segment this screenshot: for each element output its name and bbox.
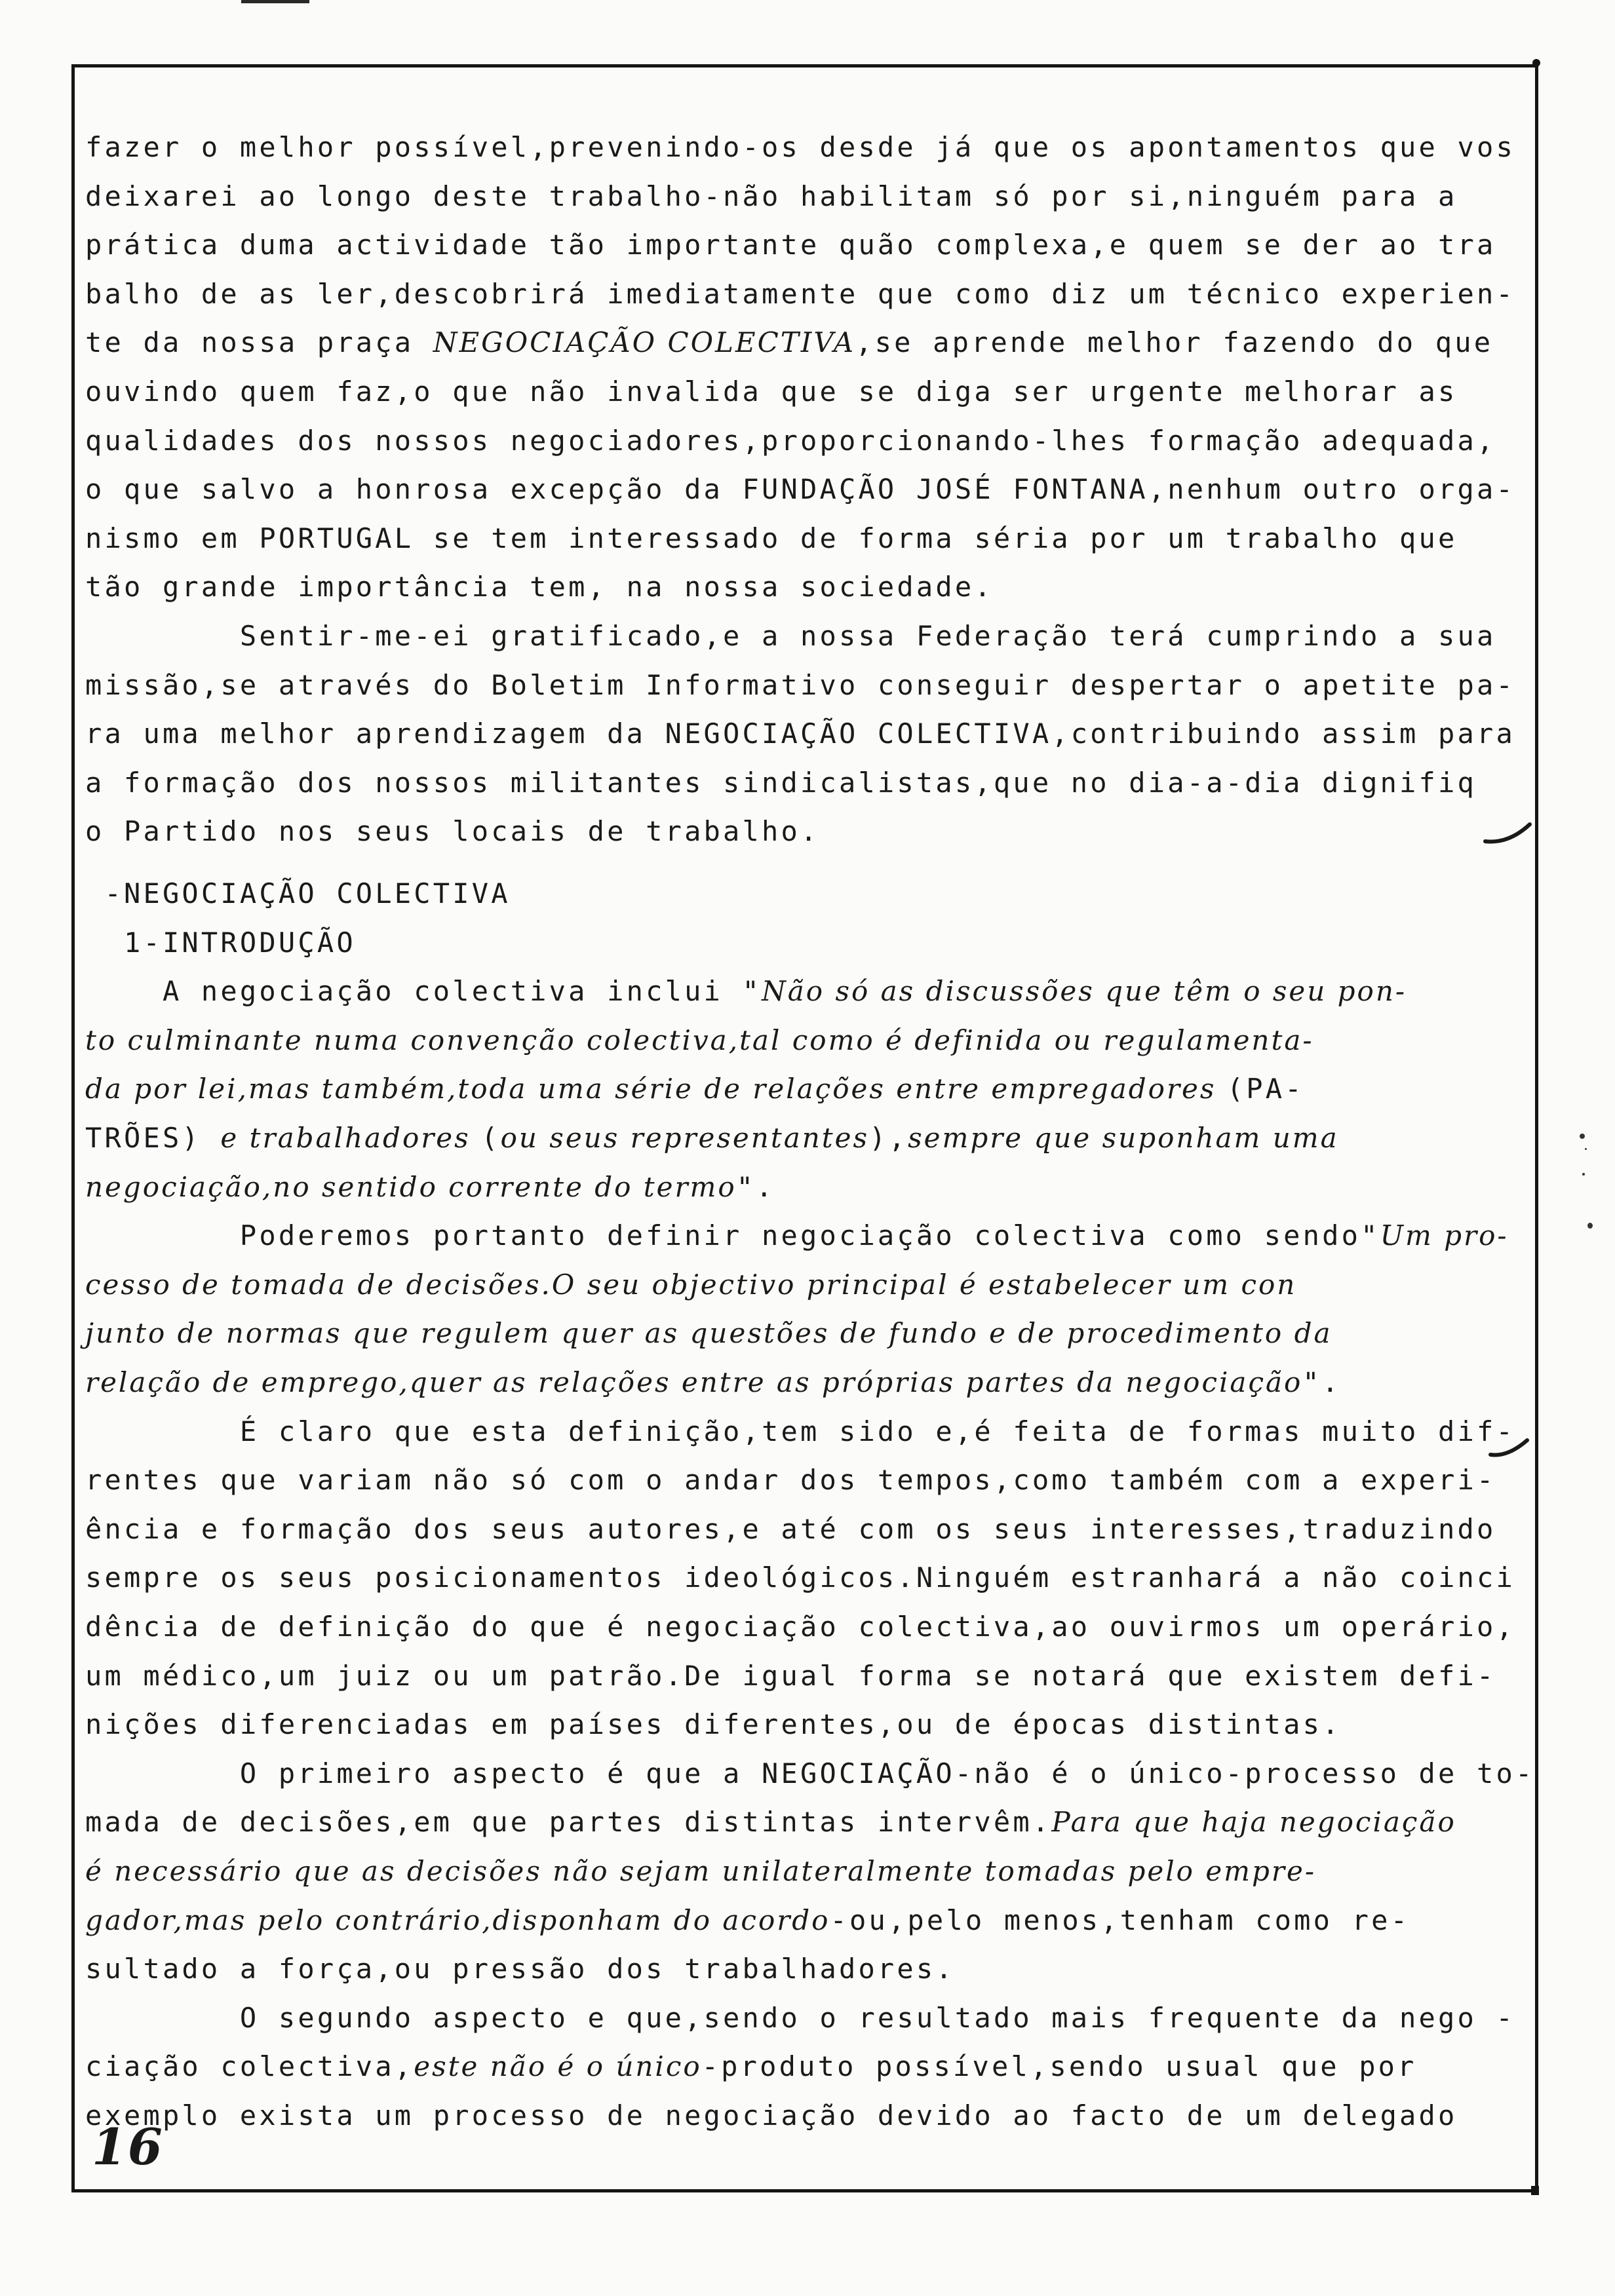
italic-text-span: junto de normas que regulem quer as questões de fundo e de procedimento da	[85, 1317, 1333, 1350]
text-line	[85, 278, 1515, 310]
text-line	[85, 1464, 1496, 1496]
text-line	[85, 620, 1496, 652]
text-line	[85, 815, 819, 847]
italic-text-span: da por lei,mas também,toda uma série de relações entre empregadores	[85, 1073, 1227, 1105]
text-span: mada de decisões,em que partes distintas intervêm.	[85, 1806, 1052, 1839]
text-span: ,se aprende melhor fazendo do que	[855, 326, 1494, 359]
text-span: Sentir-me-ei gratificado,e a nossa Federação terá cumprindo a sua	[85, 620, 1496, 652]
text-line	[85, 767, 1477, 799]
text-span: -produto possível,sendo usual que por	[701, 2050, 1417, 2083]
text-span: ência e formação dos seus autores,e até com os seus interesses,traduzindo	[85, 1512, 1496, 1545]
ink-speck	[1585, 1148, 1587, 1150]
handwritten-mark	[1488, 1435, 1534, 1461]
ink-speck	[1580, 1134, 1585, 1139]
text-span: a formação dos nossos militantes sindicalistas,que no dia-a-dia dignifiq	[85, 766, 1477, 799]
text-line	[85, 1757, 1534, 1789]
text-span: Poderemos portanto definir negociação colectiva como sendo"	[85, 1219, 1380, 1252]
text-line	[85, 718, 1515, 750]
text-span: sultado a força,ou pressão dos trabalhadores.	[85, 1953, 955, 1985]
text-span: ),	[869, 1122, 908, 1154]
text-line	[85, 1366, 1341, 1398]
text-span: ".	[1302, 1366, 1342, 1398]
text-line	[85, 522, 1458, 554]
text-line	[85, 1708, 1342, 1740]
text-span: deixarei ao longo deste trabalho-não habilitam só por si,ninguém para a	[85, 180, 1458, 212]
text-line	[85, 975, 1407, 1007]
text-span: É claro que esta definição,tem sido e,é feita de formas muito dif-	[85, 1415, 1515, 1447]
text-line	[85, 1269, 1296, 1301]
text-line	[85, 1415, 1515, 1447]
text-span: 1-INTRODUÇÃO	[85, 926, 356, 959]
text-line	[85, 2099, 1458, 2132]
ink-speck	[1582, 1173, 1585, 1176]
text-line	[85, 571, 994, 603]
text-span: O segundo aspecto e que,sendo o resultado mais frequente da nego -	[85, 2001, 1515, 2034]
text-span: nições diferenciadas em países diferentes,ou de épocas distintas.	[85, 1708, 1342, 1741]
text-line	[85, 2002, 1515, 2034]
text-line	[85, 1171, 775, 1203]
text-span: qualidades dos nossos negociadores,proporcionando-lhes formação adequada,	[85, 424, 1496, 457]
text-line	[85, 2050, 1417, 2082]
text-line	[85, 1073, 1304, 1105]
text-span: fazer o melhor possível,prevenindo-os desde já que os apontamentos que vos	[85, 131, 1515, 163]
italic-text-span: negociação,no sentido corrente do termo	[85, 1170, 737, 1203]
text-span: (PA-	[1226, 1073, 1304, 1105]
handwritten-mark	[1483, 818, 1535, 851]
text-span: ciação colectiva,	[85, 2050, 414, 2083]
frame-corner-mark	[1532, 59, 1540, 67]
text-span: nismo em PORTUGAL se tem interessado de forma séria por um trabalho que	[85, 522, 1458, 554]
italic-text-span: ou seus representantes	[500, 1122, 870, 1154]
italic-text-span: relação de emprego,quer as relações entre as próprias partes da negociação	[85, 1366, 1303, 1398]
text-span: TRÕES)	[85, 1122, 221, 1154]
italic-text-span: NEGOCIAÇÃO COLECTIVA	[433, 326, 856, 359]
text-line	[85, 1904, 1410, 1936]
text-line	[85, 1317, 1333, 1349]
frame-corner-mark	[1531, 2186, 1539, 2195]
text-line	[85, 425, 1496, 457]
italic-text-span: cesso de tomada de decisões.O seu objectivo principal é estabelecer um con	[85, 1268, 1297, 1301]
text-span: -NEGOCIAÇÃO COLECTIVA	[85, 877, 511, 909]
text-span: te da nossa praça	[85, 326, 433, 359]
text-span: ".	[736, 1170, 775, 1203]
text-line	[85, 927, 356, 959]
text-span: A negociação colectiva inclui "	[85, 975, 762, 1008]
page-number: 16	[92, 2118, 164, 2176]
text-line	[85, 1513, 1496, 1545]
text-line	[85, 473, 1515, 505]
text-span: balho de as ler,descobrirá imediatamente que como diz um técnico experien-	[85, 277, 1515, 310]
text-span: (	[481, 1122, 501, 1154]
text-span: ra uma melhor aprendizagem da NEGOCIAÇÃO COLECTIVA,contribuindo assim para	[85, 718, 1515, 750]
italic-text-span: to culminante numa convenção colectiva,tal como é definida ou regulamenta-	[85, 1024, 1314, 1056]
italic-text-span: Para que haja negociação	[1051, 1806, 1456, 1839]
text-span: -ou,pelo menos,tenham como re-	[830, 1904, 1411, 1936]
italic-text-span: sempre que suponham uma	[908, 1122, 1339, 1154]
text-line	[85, 229, 1496, 261]
text-line	[85, 1122, 1339, 1154]
text-line	[85, 180, 1458, 212]
text-span: exemplo exista um processo de negociação devido ao facto de um delegado	[85, 2099, 1458, 2132]
top-edge-mark	[241, 0, 309, 3]
text-line	[85, 1024, 1314, 1056]
text-span: prática duma actividade tão importante quão complexa,e quem se der ao tra	[85, 229, 1496, 261]
text-span: o que salvo a honrosa excepção da FUNDAÇÃO JOSÉ FONTANA,nenhum outro orga-	[85, 473, 1515, 506]
text-span: rentes que variam não só com o andar dos tempos,como também com a experi-	[85, 1464, 1496, 1497]
text-line	[85, 1855, 1316, 1887]
text-span: um médico,um juiz ou um patrão.De igual forma se notará que existem defi-	[85, 1659, 1496, 1692]
italic-text-span: gador,mas pelo contrário,disponham do acordo	[85, 1904, 830, 1936]
italic-text-span: este não é o único	[414, 2050, 702, 2083]
text-span: tão grande importância tem, na nossa sociedade.	[85, 571, 994, 603]
text-line	[85, 1219, 1509, 1252]
text-line	[85, 131, 1515, 163]
text-line	[85, 375, 1458, 408]
text-span: o Partido nos seus locais de trabalho.	[85, 815, 820, 848]
text-line	[85, 1611, 1515, 1643]
text-span: ouvindo quem faz,o que não invalida que se diga ser urgente melhorar as	[85, 375, 1458, 408]
ink-speck	[1587, 1223, 1593, 1229]
text-line	[85, 326, 1493, 358]
text-line	[85, 877, 511, 909]
text-line	[85, 669, 1515, 701]
italic-text-span: é necessário que as decisões não sejam unilateralmente tomadas pelo empre-	[85, 1855, 1317, 1887]
text-line	[85, 1660, 1496, 1692]
text-line	[85, 1806, 1456, 1838]
text-line	[85, 1953, 955, 1985]
text-line	[85, 1561, 1515, 1594]
italic-text-span: Não só as discussões que têm o seu pon-	[762, 975, 1407, 1008]
italic-text-span: Um pro-	[1380, 1219, 1509, 1252]
text-span: sempre os seus posicionamentos ideológicos.Ninguém estranhará a não coinci	[85, 1561, 1515, 1594]
text-span: dência de definição do que é negociação colectiva,ao ouvirmos um operário,	[85, 1611, 1515, 1643]
italic-text-span: e trabalhadores	[220, 1122, 482, 1154]
text-span: missão,se através do Boletim Informativo conseguir despertar o apetite pa-	[85, 668, 1515, 701]
text-span: O primeiro aspecto é que a NEGOCIAÇÃO-não é o único-processo de to-	[85, 1757, 1535, 1789]
